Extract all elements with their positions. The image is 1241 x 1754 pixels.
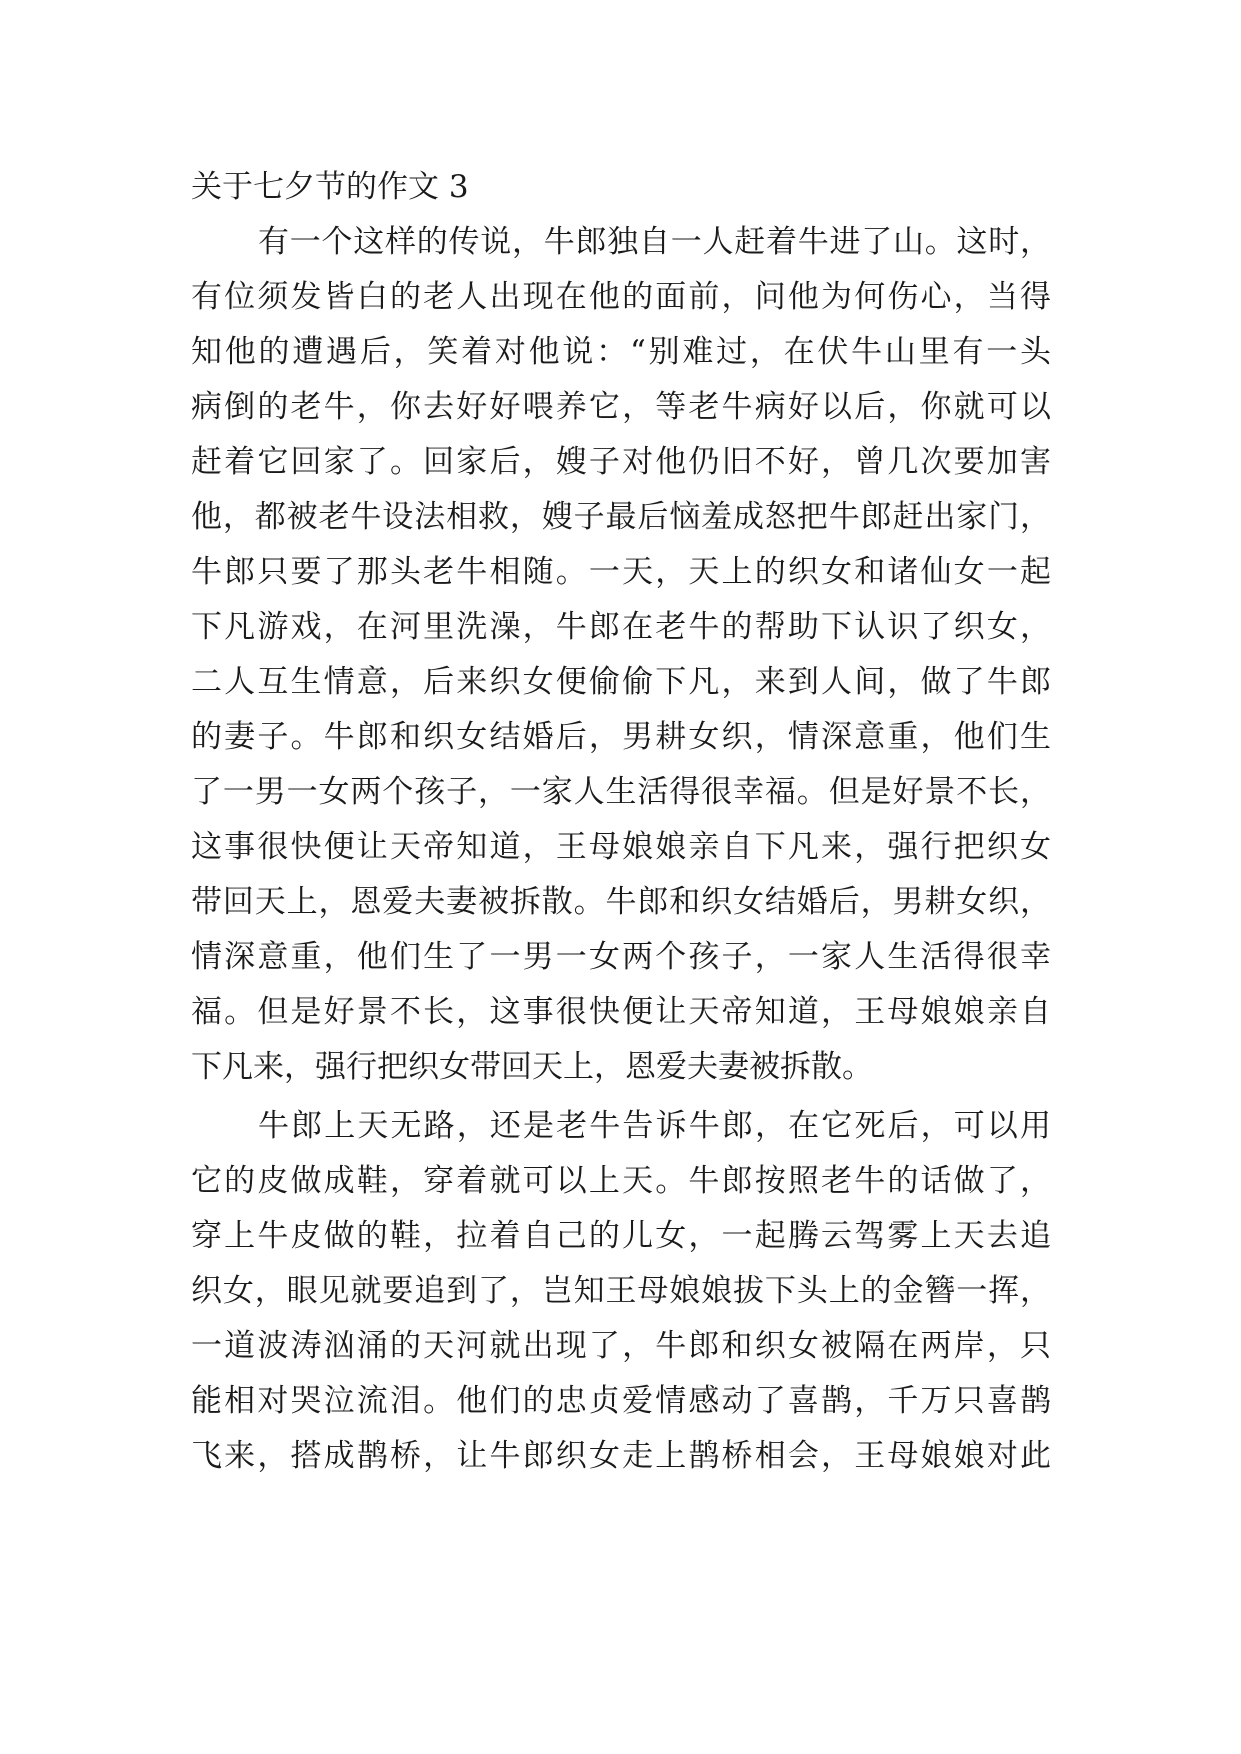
paragraph-line: 下凡来，强行把织女带回天上，恩爱夫妻被拆散。 bbox=[191, 1049, 873, 1085]
paragraph-line: 有位须发皆白的老人出现在他的面前，问他为何伤心，当得 bbox=[191, 279, 1051, 315]
paragraph-line: 这事很快便让天帝知道，王母娘娘亲自下凡来，强行把织女 bbox=[191, 829, 1051, 865]
paragraph-line: 它的皮做成鞋，穿着就可以上天。牛郎按照老牛的话做了， bbox=[191, 1163, 1051, 1199]
paragraph-line: 下凡游戏，在河里洗澡，牛郎在老牛的帮助下认识了织女， bbox=[191, 609, 1051, 645]
paragraph-line: 飞来，搭成鹊桥，让牛郎织女走上鹊桥相会，王母娘娘对此 bbox=[191, 1438, 1051, 1474]
paragraph-line: 有一个这样的传说，牛郎独自一人赶着牛进了山。这时， bbox=[258, 224, 1051, 260]
paragraph-line: 一道波涛汹涌的天河就出现了，牛郎和织女被隔在两岸，只 bbox=[191, 1328, 1051, 1364]
paragraph-line: 知他的遭遇后，笑着对他说：“别难过，在伏牛山里有一头 bbox=[191, 334, 1051, 370]
paragraph-line: 牛郎只要了那头老牛相随。一天，天上的织女和诸仙女一起 bbox=[191, 554, 1051, 590]
paragraph-line: 带回天上，恩爱夫妻被拆散。牛郎和织女结婚后，男耕女织， bbox=[191, 884, 1051, 920]
paragraph-line: 织女，眼见就要追到了，岂知王母娘娘拔下头上的金簪一挥， bbox=[191, 1273, 1051, 1309]
paragraph-line: 病倒的老牛，你去好好喂养它，等老牛病好以后，你就可以 bbox=[191, 389, 1051, 425]
paragraph-line: 的妻子。牛郎和织女结婚后，男耕女织，情深意重，他们生 bbox=[191, 719, 1051, 755]
paragraph-line: 了一男一女两个孩子，一家人生活得很幸福。但是好景不长， bbox=[191, 774, 1051, 810]
document-title: 关于七夕节的作文 3 bbox=[191, 169, 469, 205]
paragraph-line: 他，都被老牛设法相救，嫂子最后恼羞成怒把牛郎赶出家门， bbox=[191, 499, 1051, 535]
paragraph-line: 能相对哭泣流泪。他们的忠贞爱情感动了喜鹊，千万只喜鹊 bbox=[191, 1383, 1051, 1419]
paragraph-line: 福。但是好景不长，这事很快便让天帝知道，王母娘娘亲自 bbox=[191, 994, 1051, 1030]
paragraph-line: 赶着它回家了。回家后，嫂子对他仍旧不好，曾几次要加害 bbox=[191, 444, 1051, 480]
paragraph-line: 二人互生情意，后来织女便偷偷下凡，来到人间，做了牛郎 bbox=[191, 664, 1051, 700]
paragraph-line: 牛郎上天无路，还是老牛告诉牛郎，在它死后，可以用 bbox=[258, 1108, 1051, 1144]
paragraph-line: 穿上牛皮做的鞋，拉着自己的儿女，一起腾云驾雾上天去追 bbox=[191, 1218, 1051, 1254]
paragraph-line: 情深意重，他们生了一男一女两个孩子，一家人生活得很幸 bbox=[191, 939, 1051, 975]
